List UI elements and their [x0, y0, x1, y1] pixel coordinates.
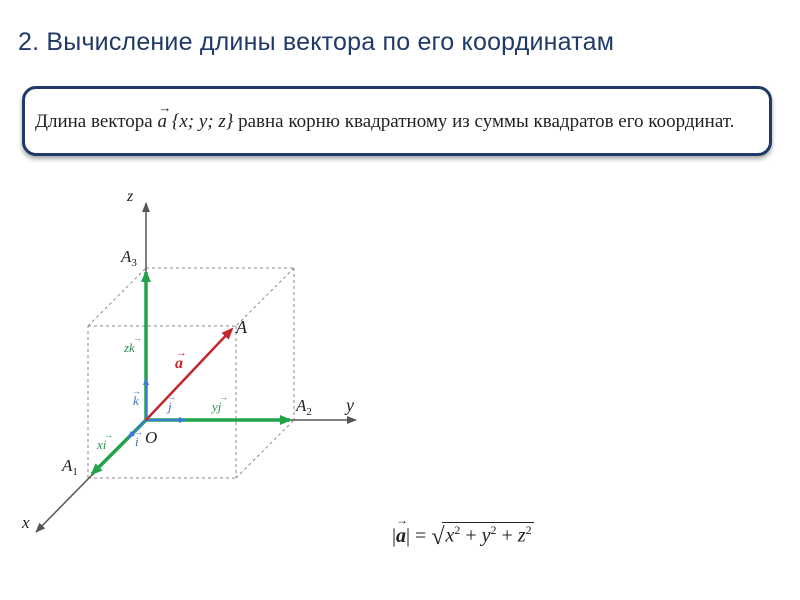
y-axis-label: y — [346, 395, 354, 415]
point-a1-label: $A_1$ — [62, 456, 78, 478]
point-a3-label: $A_3$ — [121, 247, 137, 269]
definition-coords: {x; y; z} — [166, 111, 239, 132]
yj-arrow-icon: → — [219, 392, 228, 402]
definition-part2: равна корню квадратному из суммы квадратов его координат. — [238, 111, 735, 132]
xi-arrow-icon: → — [104, 430, 113, 440]
vector-a-label: a — [175, 355, 183, 372]
definition-part1: Длина вектора — [35, 111, 158, 132]
slide-title-text: Вычисление длины вектора по его координатам — [39, 28, 615, 56]
j-label: j — [168, 399, 172, 414]
origin-label: O — [145, 428, 158, 447]
cube-edge — [236, 420, 294, 478]
sqrt-icon: √ — [431, 524, 445, 550]
vector-arrow-icon: → — [158, 100, 172, 115]
k-arrow-icon: → — [132, 386, 141, 396]
zk-label: zk — [124, 340, 135, 355]
xi-label: xi — [97, 437, 107, 452]
slide-number: 2. — [18, 28, 40, 56]
i-label: i — [135, 434, 139, 449]
cube-edge — [88, 268, 146, 326]
j-arrow-icon: → — [167, 392, 176, 402]
point-a2-label: $A_2$ — [296, 396, 312, 418]
k-label: k — [133, 393, 139, 408]
definition-vector-a: → a — [157, 100, 172, 132]
zk-arrow-icon: → — [133, 333, 142, 343]
yj-label: yj — [212, 399, 222, 414]
formula-equals: = — [410, 525, 432, 547]
formula-arrow-icon: → — [396, 513, 409, 527]
vector-a-arrow-icon: → — [176, 347, 187, 359]
x-axis-label: x — [22, 513, 30, 532]
formula-radicand: $x^2 + y^2 + z^2$ — [442, 522, 533, 548]
i-arrow-icon: → — [134, 427, 143, 437]
formula-vector-a: → a — [396, 513, 409, 547]
formula-bar-left: | — [392, 525, 397, 547]
z-axis-label: z — [127, 188, 134, 205]
formula-bar-right: | — [406, 525, 411, 547]
length-formula — [392, 513, 534, 550]
point-a-label: A — [236, 317, 247, 337]
